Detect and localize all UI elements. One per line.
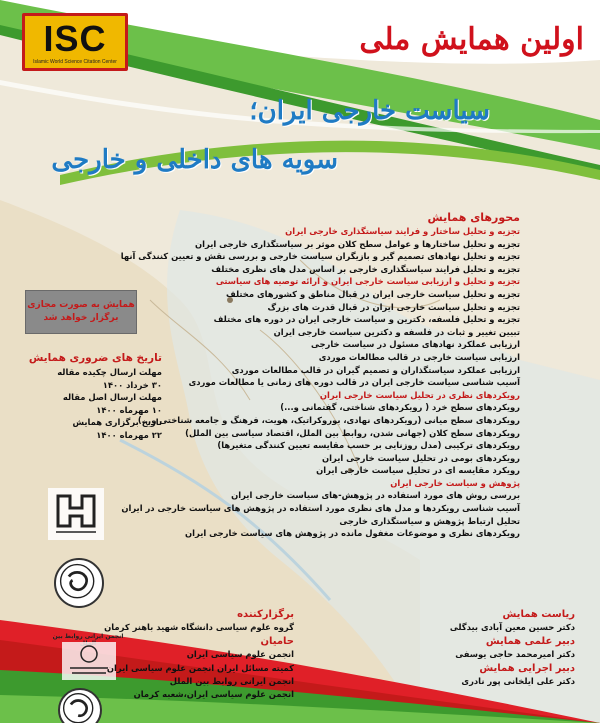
leadership-block [355,608,575,688]
conference-title: اولین همایش ملی [359,22,584,57]
list-item: رویکردهای سطح کلان (جهانی شدن، روابط بین الملل، اقتصاد سیاسی بین الملل) [185,427,520,438]
list-item: تجزیه و تحلیل فلسفه، دکترین و سیاست خارجی ایران در دوره های مختلف [213,314,520,325]
list-item: رویکردهای بومی در تحلیل سیاست خارجی ایران [322,452,520,463]
list-item: بررسی روش های مورد استفاده در پژوهش-های سیاست خارجی ایران [231,490,520,501]
date-item: ۲۲ مهرماه ۱۴۰۰ [96,429,162,440]
dates-heading: تاریخ های ضروری همایش [28,352,162,364]
date-item: ۱۰ مهرماه ۱۴۰۰ [96,404,162,415]
scientific-heading: دبیر علمی همایش [485,635,575,647]
list-item: تجزیه و تحلیل ساختارها و عوامل سطح کلان موثر بر سیاستگذاری خارجی ایران [194,238,520,249]
list-item: رویکردهای سطح خرد ( رویکردهای شناختی، گفتمانی و...) [280,402,520,413]
topics-heading: محورهای همایش [427,211,520,224]
section-title: تجزیه و تحلیل ساختار و فرایند سیاستگذاری خارجی ایران [285,226,520,236]
sponsor-item: کمیته مسائل ایران انجمن علوم سیاسی ایران [106,662,294,673]
date-item: مهلت ارسال چکیده مقاله [57,367,162,377]
list-item: ارزیابی عملکرد نهادهای مسئول در سیاست خارجی [311,339,520,350]
association-emblem-1 [54,558,104,608]
topics-block [100,210,520,540]
section-title: تجزیه و تحلیل و ارزیابی سیاست خارجی ایران و ارائه توصیه های سیاستی [215,276,520,287]
logo-subtitle: Islamic World Science Citation Center [33,59,117,65]
date-item: مهلت ارسال اصل مقاله [62,392,162,402]
chair-name: دکتر حسین معین آبادی بیدگلی [449,622,575,633]
logo-text: ISC [43,18,107,59]
host-organizer: گروه علوم سیاسی دانشگاه شهید باهنر کرمان [104,622,294,633]
university-emblem-icon [48,488,104,540]
main-title-line1: سیاست خارجی ایران؛ [249,96,490,126]
list-item: ارزیابی عملکرد سیاستگذاران و تصمیم گیران در قالب مطالعات موردی [231,364,520,375]
list-item: آسیب شناسی سیاست خارجی ایران در قالب دوره های زمانی یا مطالعات موردی [188,377,520,388]
sponsors-heading: حامیان [260,635,294,647]
virtual-notice-line2: برگزار خواهد شد [43,313,119,323]
list-item: آسیب شناسی رویکردها و مدل های نظری مورد استفاده در پژوهش های سیاست خارجی در ایران [121,503,520,514]
isc-logo [22,13,128,71]
important-dates [22,350,162,441]
sponsor-item: انجمن علوم سیاسی ایران،شعبه کرمان [133,689,294,700]
list-item: ارزیابی سیاست خارجی در قالب مطالعات موردی [318,351,520,362]
list-item: تجزیه و تحلیل سیاست خارجی ایران در قبال مناطق و کشورهای مختلف [226,288,520,299]
sponsor-item: انجمن ایرانی روابط بین الملل [169,676,294,687]
main-title-line2: سویه های داخلی و خارجی [51,145,338,175]
sponsor-item: انجمن علوم سیاسی ایران [186,649,294,660]
virtual-notice-line1: همایش به صورت مجازی [27,300,135,310]
section-title: رویکردهای نظری در تحلیل سیاست خارجی ایران [319,389,520,400]
list-item: تجزیه و تحلیل فرایند سیاستگذاری خارجی بر اساس مدل های نظری مختلف [211,263,520,274]
association-emblem-icon [56,560,102,606]
list-item: تجزیه و تحلیل نهادهای تصمیم گیر و بازیگران سیاست خارجی و بررسی نقش و تعیین کنندگی آنها [120,251,520,262]
list-item: رویکرد مقایسه ای در تحلیل سیاست خارجی ایران [316,465,520,476]
organizers-heading: برگزارکننده [237,609,294,620]
list-item: تبیین تغییر و ثبات در فلسفه و دکترین سیاست خارجی ایران [273,326,520,337]
list-item: تحلیل ارتباط پژوهش و سیاستگذاری خارجی [339,515,520,526]
date-item: ۳۰ خرداد ۱۴۰۰ [102,379,162,390]
virtual-notice [25,290,137,334]
list-item: رویکردهای سطح میانی (رویکردهای نهادی، بوروکراتیک، هویت، فرهنگ و جامعه شناختی و...) [137,414,520,425]
executive-name: دکتر علی ایلخانی پور نادری [461,676,575,687]
organizers-block [34,608,294,702]
date-item: تاریخ برگزاری همایش [72,417,162,427]
list-item: رویکردهای نظری و موضوعات مغفول مانده در پژوهش های سیاست خارجی ایران [184,528,520,539]
section-title: پژوهش و سیاست خارجی ایران [390,477,520,488]
isa-label: انجمن ایرانی روابط بین [52,633,124,640]
list-item: رویکردهای ترکیبی (مدل روزنایی بر حسب مقایسه تعیین کنندگی متغیرها) [217,440,520,451]
scientific-name: دکتر امیرمحمد حاجی یوسفی [455,649,575,660]
executive-heading: دبیر اجرایی همایش [479,662,575,674]
chair-heading: ریاست همایش [502,609,575,620]
list-item: تجزیه و تحلیل سیاست خارجی ایران در قبال قدرت های بزرگ [267,301,520,312]
